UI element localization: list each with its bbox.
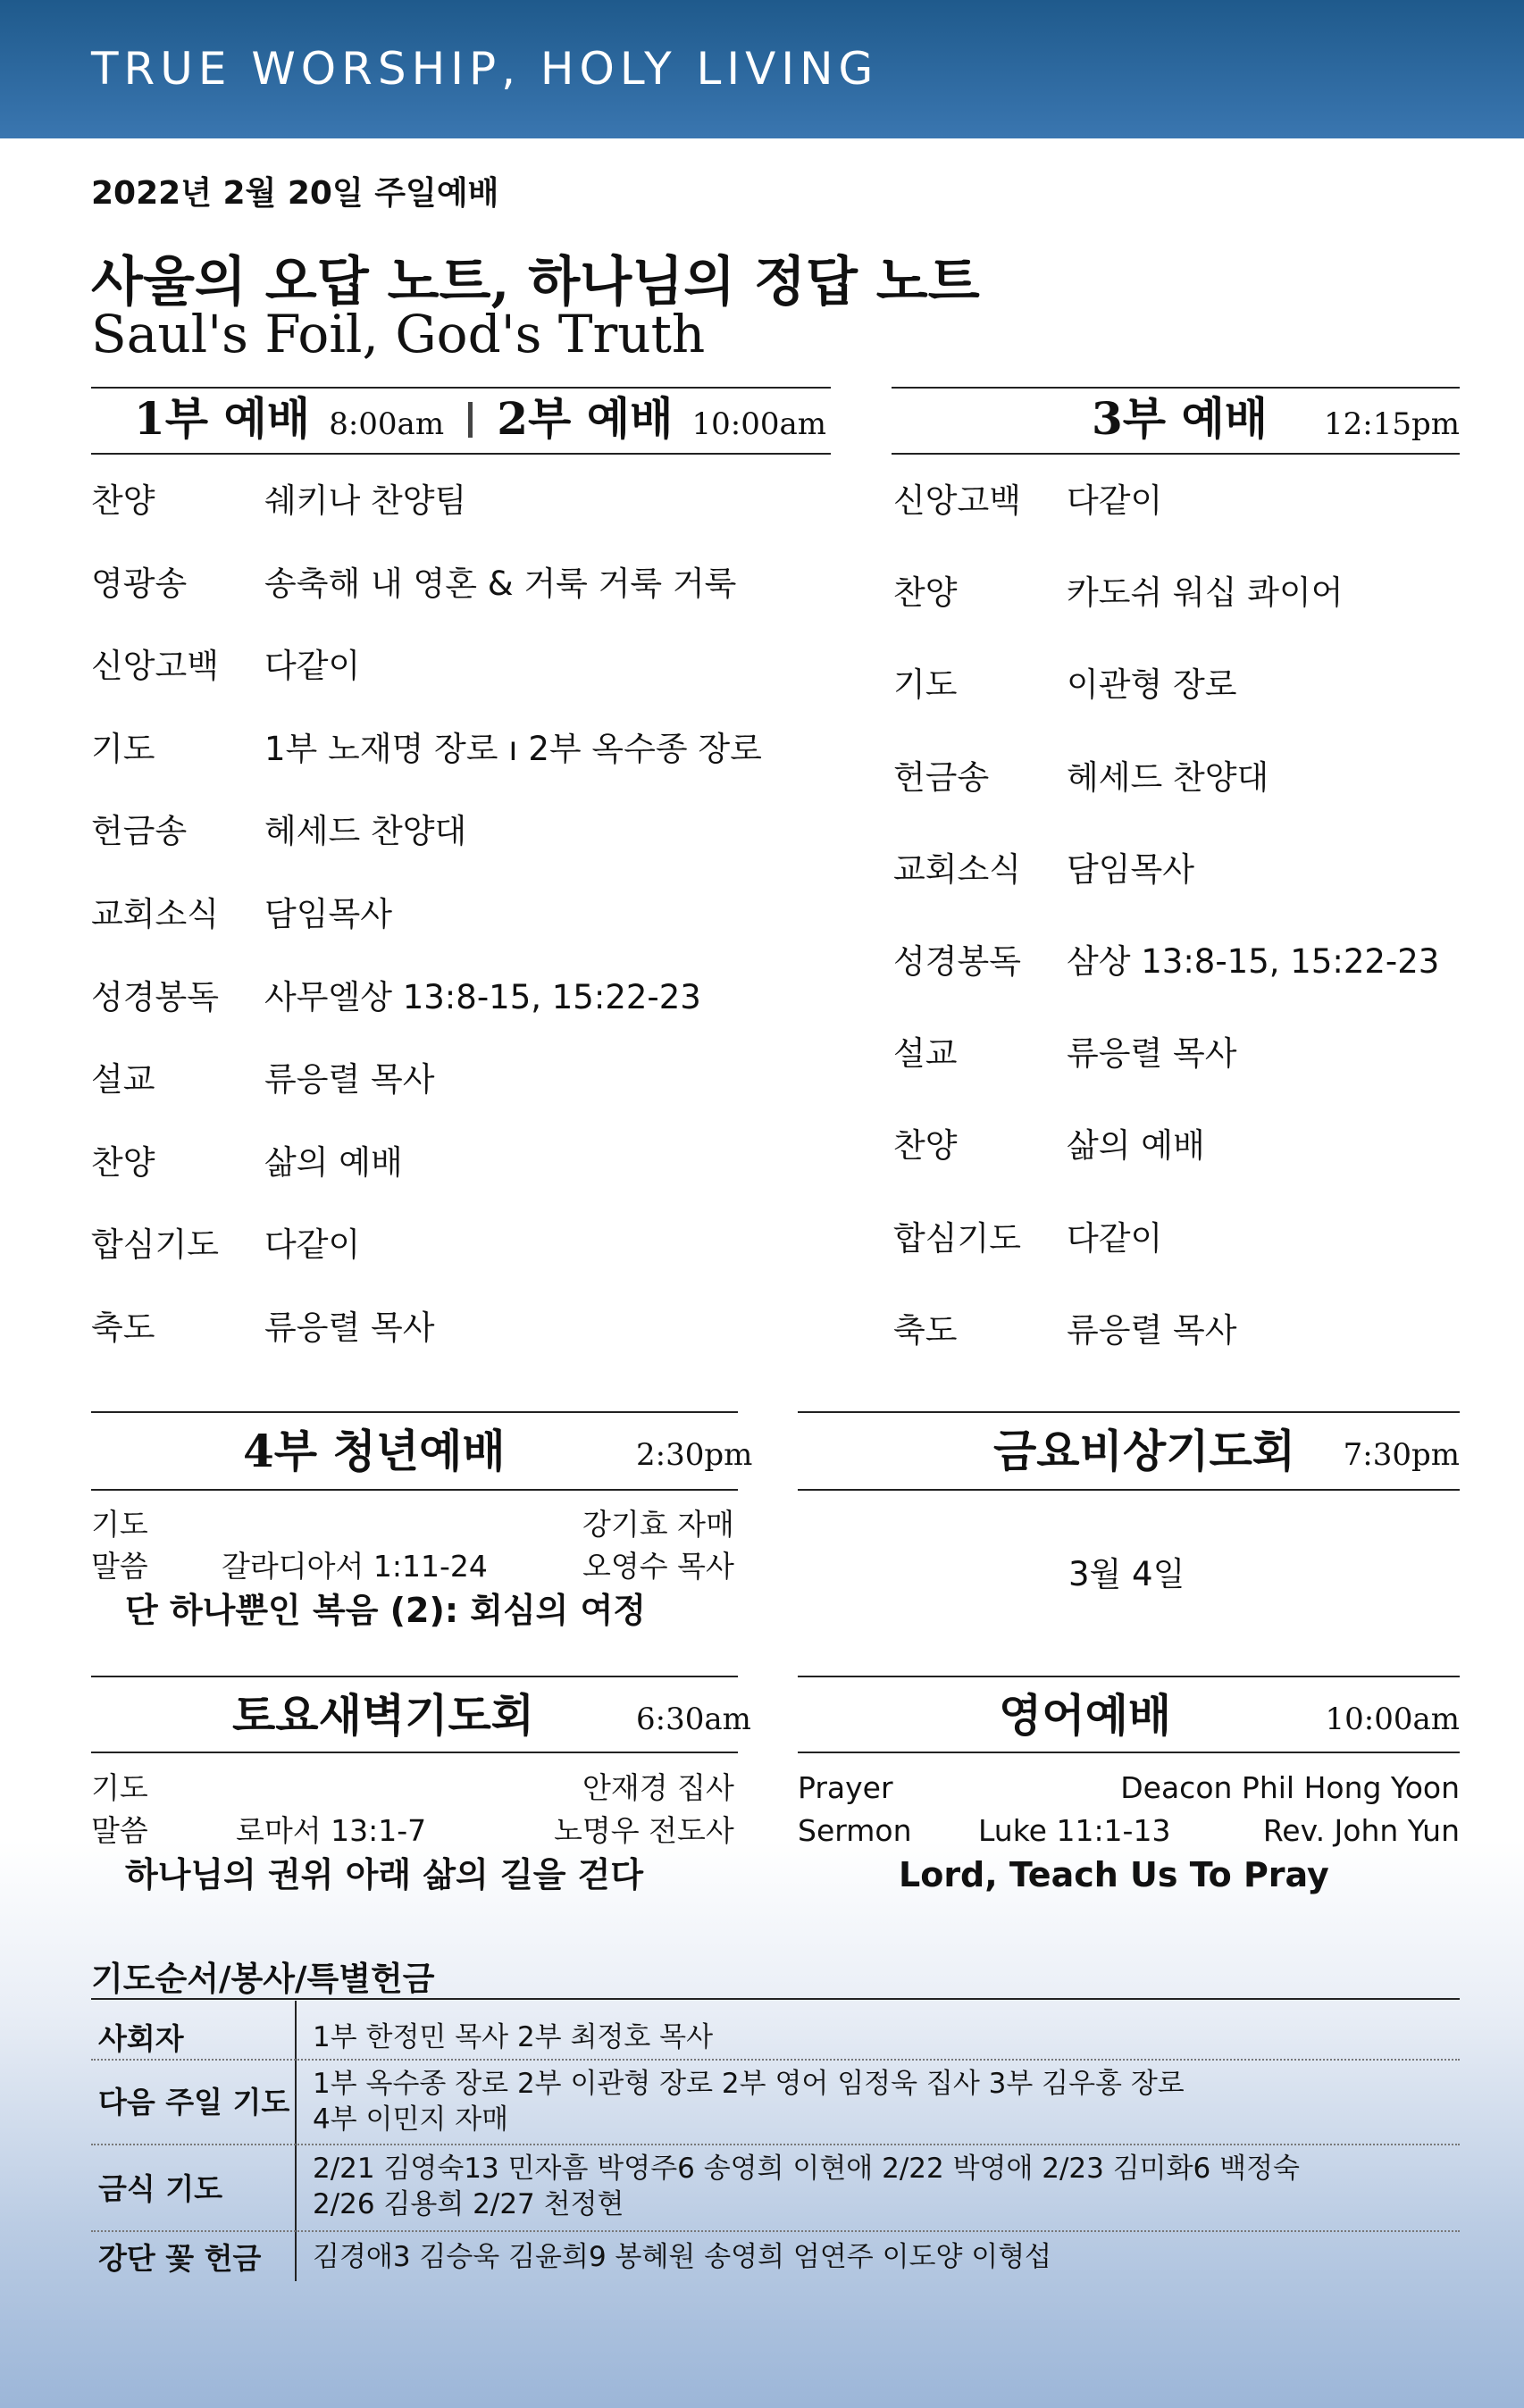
order-item-label: 신앙고백: [91, 647, 219, 686]
order-item-label: 설교: [893, 1034, 958, 1074]
youth-word-label: 말씀: [91, 1549, 148, 1584]
order-item-label: 기도: [893, 665, 958, 705]
sermon-title-korean: 사울의 오답 노트, 하나님의 정답 노트: [91, 251, 980, 314]
order-item-value: 쉐키나 찬양팀: [264, 481, 467, 520]
divider: [91, 453, 831, 455]
order-item-value: 헤세드 찬양대: [264, 812, 467, 851]
order-item-value: 1부 노재명 장로 ı 2부 옥수종 장로: [264, 729, 762, 768]
english-prayer-person: Deacon Phil Hong Yoon: [1120, 1770, 1460, 1805]
saturday-prayer-label: 기도: [91, 1770, 148, 1805]
order-item-value: 담임목사: [1067, 849, 1194, 889]
english-prayer-label: Prayer: [798, 1770, 893, 1805]
roster-value-flowers: 김경애3 김승욱 김윤희9 봉혜원 송영희 엄연주 이도양 이형섭: [313, 2241, 1052, 2273]
order-item-label: 성경봉독: [91, 977, 219, 1016]
order-item-label: 영광송: [91, 564, 188, 603]
service-date: 2022년 2월 20일 주일예배: [91, 175, 499, 212]
order-item-value: 카도쉬 워십 콰이어: [1067, 573, 1344, 613]
saturday-word-person: 노명우 전도사: [554, 1813, 734, 1848]
order-item-label: 기도: [91, 729, 155, 768]
order-item-label: 성경봉독: [893, 942, 1021, 981]
divider: [798, 1676, 1460, 1677]
service3-title: 3부 예배: [1092, 392, 1269, 445]
roster-label-fasting: 금식 기도: [98, 2171, 223, 2206]
sermon-title-english: Saul's Foil, God's Truth: [91, 304, 706, 364]
order-item-label: 신앙고백: [893, 481, 1021, 520]
order-item-label: 찬양: [893, 573, 958, 613]
divider: [798, 1752, 1460, 1753]
service1-time: 8:00am: [329, 406, 445, 442]
english-sermon-label: Sermon: [798, 1813, 912, 1848]
order-item-value: 다같이: [1067, 1218, 1163, 1258]
order-item-value: 류응렬 목사: [264, 1309, 435, 1347]
divider: [892, 453, 1460, 455]
saturday-word-label: 말씀: [91, 1813, 148, 1848]
order-item-label: 합심기도: [91, 1225, 219, 1265]
saturday-sermon-title: 하나님의 권위 아래 삶의 길을 걷다: [125, 1855, 644, 1894]
youth-service-time: 2:30pm: [636, 1437, 753, 1473]
divider: [798, 1489, 1460, 1491]
youth-word-passage: 갈라디아서 1:11-24: [222, 1549, 488, 1584]
youth-sermon-title: 단 하나뿐인 복음 (2): 회심의 여정: [125, 1591, 647, 1630]
service3-time: 12:15pm: [1324, 406, 1460, 442]
order-item-value: 류응렬 목사: [264, 1060, 435, 1099]
order-item-value: 담임목사: [264, 895, 392, 933]
order-item-label: 합심기도: [893, 1218, 1021, 1258]
banner-motto: TRUE WORSHIP, HOLY LIVING: [91, 43, 879, 95]
service2-time: 10:00am: [691, 406, 826, 442]
order-item-label: 축도: [893, 1310, 958, 1350]
roster-value-host: 1부 한정민 목사 2부 최정호 목사: [313, 2021, 714, 2053]
youth-service-title: 4부 청년예배: [243, 1425, 506, 1477]
order-item-value: 헤세드 찬양대: [1067, 757, 1269, 797]
order-item-label: 찬양: [893, 1126, 958, 1166]
divider: [91, 1998, 1460, 2000]
roster-value-next-prayer-1: 1부 옥수종 장로 2부 이관형 장로 2부 영어 임정욱 집사 3부 김우홍 장로: [313, 2068, 1185, 2100]
divider: [91, 387, 831, 389]
order-item-value: 삶의 예배: [1067, 1126, 1205, 1166]
order-item-value: 류응렬 목사: [1067, 1310, 1237, 1350]
divider: [892, 387, 1460, 389]
order-item-label: 찬양: [91, 1142, 155, 1182]
saturday-prayer-title: 토요새벽기도회: [232, 1689, 535, 1742]
row-divider: [91, 2144, 1460, 2145]
roster-value-fasting-1: 2/21 김영숙13 민자흠 박영주6 송영희 이현애 2/22 박영애 2/23 김미화6 백정숙: [313, 2153, 1300, 2185]
youth-word-person: 오영수 목사: [582, 1549, 734, 1584]
divider: [91, 1676, 738, 1677]
row-divider: [91, 2059, 1460, 2061]
roster-value-fasting-2: 2/26 김용희 2/27 천정현: [313, 2188, 624, 2220]
english-service-title: 영어예배: [999, 1689, 1172, 1742]
order-item-value: 삶의 예배: [264, 1142, 403, 1182]
divider: [798, 1411, 1460, 1413]
order-item-value: 다같이: [264, 1225, 361, 1265]
order-item-value: 다같이: [264, 647, 361, 686]
roster-title: 기도순서/봉사/특별헌금: [91, 1960, 435, 1998]
youth-prayer-person: 강기효 자매: [582, 1507, 734, 1542]
order-item-label: 설교: [91, 1060, 155, 1099]
row-divider: [91, 2230, 1460, 2232]
friday-prayer-date: 3월 4일: [1068, 1555, 1185, 1593]
saturday-word-passage: 로마서 13:1-7: [236, 1813, 427, 1848]
friday-prayer-title: 금요비상기도회: [993, 1425, 1296, 1477]
order-item-value: 사무엘상 13:8-15, 15:22-23: [264, 977, 701, 1016]
order-item-value: 이관형 장로: [1067, 665, 1237, 705]
english-service-time: 10:00am: [1325, 1701, 1460, 1737]
service12-heading: [134, 392, 826, 445]
saturday-prayer-person: 안재경 집사: [582, 1770, 734, 1805]
roster-label-flowers: 강단 꽃 헌금: [98, 2241, 262, 2276]
order-item-label: 축도: [91, 1309, 155, 1347]
service2-title: 2부 예배: [497, 392, 674, 445]
order-item-value: 삼상 13:8-15, 15:22-23: [1067, 942, 1440, 981]
order-item-label: 교회소식: [893, 849, 1021, 889]
divider: [91, 1489, 738, 1491]
separator: [468, 402, 473, 438]
order-item-label: 헌금송: [893, 757, 990, 797]
english-sermon-passage: Luke 11:1-13: [978, 1813, 1171, 1848]
header-banner: [0, 0, 1524, 138]
order-item-label: 찬양: [91, 481, 155, 520]
english-sermon-title: Lord, Teach Us To Pray: [899, 1855, 1329, 1894]
divider: [91, 1752, 738, 1753]
order-item-value: 다같이: [1067, 481, 1163, 520]
saturday-prayer-time: 6:30am: [636, 1701, 751, 1737]
order-item-value: 류응렬 목사: [1067, 1034, 1237, 1074]
roster-label-host: 사회자: [98, 2021, 184, 2056]
roster-label-next-prayer: 다음 주일 기도: [98, 2085, 290, 2120]
youth-prayer-label: 기도: [91, 1507, 148, 1542]
roster-value-next-prayer-2: 4부 이민지 자매: [313, 2103, 509, 2136]
divider: [91, 1411, 738, 1413]
order-item-value: 송축해 내 영혼 & 거룩 거룩 거룩: [264, 564, 737, 603]
service1-title: 1부 예배: [134, 392, 311, 445]
friday-prayer-time: 7:30pm: [1343, 1437, 1460, 1473]
order-item-label: 헌금송: [91, 812, 188, 851]
order-item-label: 교회소식: [91, 895, 219, 933]
table-divider: [295, 2001, 297, 2281]
english-sermon-person: Rev. John Yun: [1262, 1813, 1460, 1848]
